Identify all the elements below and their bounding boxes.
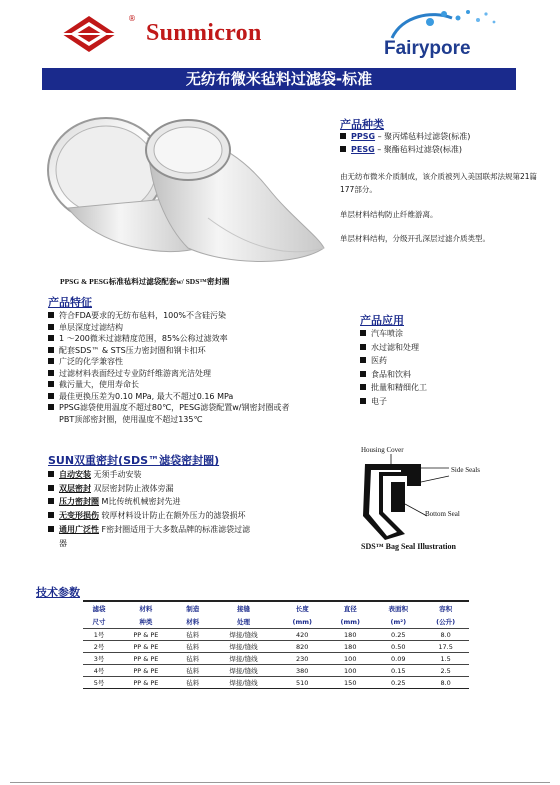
fairypore-logo <box>372 8 512 64</box>
applications-list <box>360 327 427 409</box>
header-cell: 处理 <box>237 618 250 626</box>
brand-fairypore: Fairypore <box>384 38 471 59</box>
feature-text: 1 ～200微米过滤精度范围，85%公称过滤效率 <box>59 334 228 343</box>
sun-seal-list <box>48 468 308 550</box>
list-item <box>48 345 348 357</box>
seal-feature-text: M比传统机械密封先进 <box>99 497 181 507</box>
feature-text: 过滤材料表面经过专业防纤维游离光洁处理 <box>59 368 211 378</box>
table-cell: 100 <box>326 665 374 677</box>
bullet-icon <box>48 393 54 399</box>
bullet-icon <box>48 358 54 364</box>
list-item <box>48 495 308 509</box>
table-cell: 380 <box>278 665 326 677</box>
bullet-icon <box>360 371 366 377</box>
illustration-caption: SDS™ Bag Seal Illustration <box>361 542 456 551</box>
bullet-icon <box>360 384 366 390</box>
table-cell: 5号 <box>83 677 115 689</box>
seal-diagram <box>345 442 505 542</box>
header-cell: 材料 <box>186 618 200 626</box>
table-cell: 焊接/缝线 <box>209 641 278 653</box>
feature-text: 符合FDA要求的无纺布毡料，100%不含硅污染 <box>59 311 226 320</box>
header-cell: (mm) <box>292 617 312 626</box>
table-cell: 0.50 <box>374 641 422 653</box>
table-row <box>83 653 469 665</box>
application-text: 电子 <box>371 396 387 406</box>
spec-table <box>83 600 469 689</box>
registered-mark: ® <box>128 14 136 23</box>
table-cell: 180 <box>326 641 374 653</box>
table-cell: 1.5 <box>422 653 469 665</box>
structure-description: 单层材料结构防止纤维游离。 <box>340 210 438 219</box>
bullet-icon <box>48 512 54 518</box>
bullet-icon <box>48 335 54 341</box>
product-code-link[interactable]: PESG <box>351 145 375 154</box>
seal-feature-text: 器 <box>59 538 67 548</box>
application-text: 批量和精细化工 <box>371 383 427 393</box>
list-item <box>48 333 348 345</box>
list-item <box>360 354 427 368</box>
table-cell: PP & PE <box>115 677 177 689</box>
table-cell: 焊接/缝线 <box>209 665 278 677</box>
table-cell: 毡料 <box>177 665 209 677</box>
table-row <box>83 641 469 653</box>
bullet-icon <box>48 324 54 330</box>
bullet-icon <box>360 357 366 363</box>
table-cell: 180 <box>326 629 374 641</box>
seal-feature-name: 压力密封圈 <box>59 497 99 507</box>
bullet-icon <box>48 498 54 504</box>
feature-text: 配套SDS™ & STS压力密封圈和钢卡扣环 <box>59 345 206 355</box>
seal-feature-name: 自动安装 <box>59 470 91 479</box>
list-item <box>48 509 308 523</box>
list-item <box>48 356 348 368</box>
table-cell: 0.09 <box>374 653 422 665</box>
table-cell: 0.15 <box>374 665 422 677</box>
table-cell: 毡料 <box>177 677 209 689</box>
seal-feature-text: F密封圈适用于大多数品牌的标准滤袋过滤 <box>99 524 251 534</box>
bullet-icon <box>48 471 54 477</box>
table-cell: 焊接/缝线 <box>209 653 278 665</box>
table-cell: 焊接/缝线 <box>209 629 278 641</box>
table-cell: 820 <box>278 641 326 653</box>
table-row <box>83 677 469 689</box>
list-item <box>360 341 427 355</box>
filter-bag-image <box>28 98 328 268</box>
list-item <box>360 395 427 409</box>
bullet-icon <box>360 330 366 336</box>
bullet-icon <box>48 485 54 491</box>
header-cell: (公升) <box>436 618 456 626</box>
table-cell: 0.25 <box>374 677 422 689</box>
seal-feature-name: 双层密封 <box>59 483 91 493</box>
water-drops-icon <box>372 8 512 42</box>
table-header-row <box>83 615 469 629</box>
page-divider <box>10 782 550 783</box>
application-text: 医药 <box>371 356 387 366</box>
table-cell: 2.5 <box>422 665 469 677</box>
brand-sunmicron: Sunmicron <box>146 20 262 46</box>
feature-text: 最佳更换压差为0.10 MPa, 最大不超过0.16 MPa <box>59 391 234 401</box>
sun-seal-title: SUN双重密封(SDS™滤袋密封圈) <box>48 454 220 467</box>
feature-text: 截污量大，使用寿命长 <box>59 380 139 389</box>
table-cell: 510 <box>278 677 326 689</box>
list-item <box>48 310 348 322</box>
header-cell: 长度 <box>278 601 326 615</box>
bullet-icon <box>48 347 54 353</box>
table-cell: 17.5 <box>422 641 469 653</box>
seal-feature-text: 无须手动安装 <box>91 470 142 479</box>
tech-params-title: 技术参数 <box>36 586 80 599</box>
list-item <box>48 379 348 391</box>
product-types-list <box>340 130 470 156</box>
header-cell: 容积 <box>422 601 469 615</box>
header-cell: 表面积 <box>374 601 422 615</box>
list-item-continued <box>48 537 308 551</box>
seal-feature-text: 双层密封防止液体旁漏 <box>91 483 174 493</box>
table-cell: 0.25 <box>374 629 422 641</box>
filter-bag-illustration <box>28 98 328 268</box>
list-item <box>360 327 427 341</box>
product-code-link[interactable]: PPSG <box>351 132 376 141</box>
side-seals-label: Side Seals <box>451 466 480 474</box>
bullet-icon <box>360 344 366 350</box>
bullet-icon <box>48 381 54 387</box>
list-item <box>48 391 348 403</box>
table-cell: 8.0 <box>422 677 469 689</box>
bullet-icon <box>48 312 54 318</box>
table-cell: 毡料 <box>177 629 209 641</box>
media-description: 单层材料结构，分级开孔深层过滤介质类型。 <box>340 234 490 243</box>
feature-text: PPSG滤袋使用温度不超过80℃，PESG滤袋配置w/钢密封圈或者 <box>59 403 290 412</box>
table-cell: 8.0 <box>422 629 469 641</box>
header-cell: 材料 <box>115 601 177 615</box>
list-item <box>48 402 348 414</box>
header-cell: 接缝 <box>209 601 278 615</box>
table-cell: 100 <box>326 653 374 665</box>
header-cell: 种类 <box>139 618 153 626</box>
housing-cover-label: Housing Cover <box>361 446 404 454</box>
page-title: 无纺布微米毡料过滤袋-标准 <box>42 68 516 90</box>
product-desc: – 聚酯毡料过滤袋(标准) <box>374 145 462 154</box>
list-item <box>48 368 348 380</box>
features-title: 产品特征 <box>48 296 92 309</box>
table-cell: 150 <box>326 677 374 689</box>
header-cell: (m²) <box>390 617 407 626</box>
applications-title: 产品应用 <box>360 314 404 327</box>
sunmicron-diamond-icon <box>58 14 120 54</box>
header-cell: (mm) <box>340 617 360 626</box>
list-item <box>48 322 348 334</box>
table-cell: 4号 <box>83 665 115 677</box>
feature-text: PBT顶部密封圈，使用温度不超过135℃ <box>59 414 203 424</box>
table-cell: 毡料 <box>177 653 209 665</box>
list-item <box>360 381 427 395</box>
header-cell: 制造 <box>177 601 209 615</box>
table-cell: 420 <box>278 629 326 641</box>
list-item <box>48 523 308 537</box>
sunmicron-logo <box>58 14 288 56</box>
list-item-continued <box>48 414 348 426</box>
product-desc: – 聚丙烯毡料过滤袋(标准) <box>375 132 471 141</box>
table-cell: 2号 <box>83 641 115 653</box>
product-types-title: 产品种类 <box>340 118 384 131</box>
application-text: 食品和饮料 <box>371 369 411 379</box>
list-item <box>340 130 470 143</box>
bottom-seal-label: Bottom Seal <box>425 510 460 518</box>
list-item <box>340 143 470 156</box>
header-cell: 尺寸 <box>92 618 106 626</box>
table-cell: PP & PE <box>115 665 177 677</box>
seal-feature-text: 较厚材料设计防止在额外压力的滤袋损坏 <box>99 511 246 521</box>
bullet-icon <box>360 398 366 404</box>
bullet-icon <box>48 526 54 532</box>
bullet-icon <box>340 146 346 152</box>
feature-text: 单层深度过滤结构 <box>59 322 123 332</box>
seal-feature-name: 无变形损伤 <box>59 511 99 521</box>
table-cell: 毡料 <box>177 641 209 653</box>
table-cell: PP & PE <box>115 629 177 641</box>
bullet-icon <box>340 133 346 139</box>
table-cell: 焊接/缝线 <box>209 677 278 689</box>
table-cell: PP & PE <box>115 641 177 653</box>
bullet-icon <box>48 404 54 410</box>
bullet-icon <box>48 370 54 376</box>
application-text: 水过滤和处理 <box>371 342 419 352</box>
header-cell: 直径 <box>326 601 374 615</box>
application-text: 汽车喷涂 <box>371 329 403 338</box>
table-cell: 3号 <box>83 653 115 665</box>
list-item <box>360 368 427 382</box>
feature-text: 广泛的化学兼容性 <box>59 357 123 366</box>
material-description: 由无纺布微米介质制成，该介质被列入美国联邦法规第21篇177部分。 <box>340 172 538 194</box>
seal-feature-name: 通用广泛性 <box>59 524 99 534</box>
header-cell: 滤袋 <box>83 601 115 615</box>
table-header-row <box>83 601 469 615</box>
table-row <box>83 629 469 641</box>
table-row <box>83 665 469 677</box>
features-list <box>48 310 348 425</box>
list-item <box>48 482 308 496</box>
table-cell: 1号 <box>83 629 115 641</box>
list-item <box>48 468 308 482</box>
image-caption: PPSG & PESG标准毡料过滤袋配套w/ SDS™密封圈 <box>60 277 230 286</box>
table-cell: PP & PE <box>115 653 177 665</box>
table-cell: 230 <box>278 653 326 665</box>
